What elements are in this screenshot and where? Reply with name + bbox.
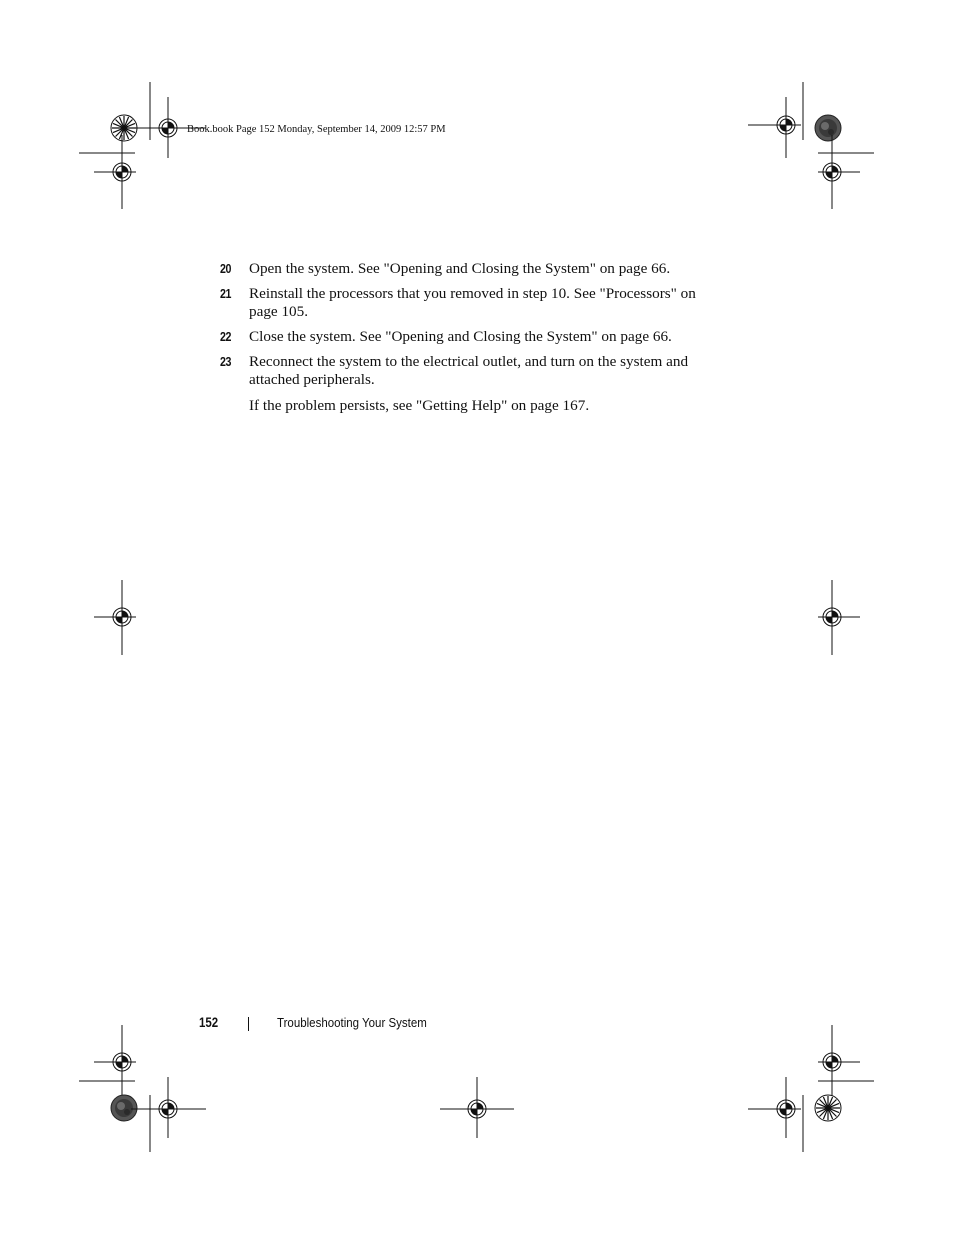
color-rosette bbox=[111, 1095, 137, 1121]
color-rosette bbox=[815, 115, 841, 141]
page-number: 152 bbox=[199, 1015, 219, 1030]
registration-mark bbox=[159, 119, 177, 137]
registration-mark bbox=[777, 116, 795, 134]
section-title: Troubleshooting Your System bbox=[277, 1016, 427, 1030]
footer-divider bbox=[248, 1017, 249, 1031]
registration-mark bbox=[468, 1100, 486, 1118]
print-slug: Book.book Page 152 Monday, September 14, 2009 12:57 PM bbox=[187, 124, 446, 135]
step-text: Open the system. See "Opening and Closing the System" on page 66. bbox=[249, 260, 671, 277]
step-text: Close the system. See "Opening and Closing the System" on page 66. bbox=[249, 328, 672, 345]
step-number: 21 bbox=[220, 286, 232, 301]
step-number: 22 bbox=[220, 329, 232, 344]
registration-mark bbox=[113, 608, 131, 626]
registration-mark bbox=[823, 163, 841, 181]
registration-mark bbox=[113, 163, 131, 181]
step-text: Reconnect the system to the electrical outlet, and turn on the system and attached peripherals. bbox=[249, 353, 689, 388]
registration-mark bbox=[823, 1053, 841, 1071]
registration-mark bbox=[777, 1100, 795, 1118]
registration-mark bbox=[113, 1053, 131, 1071]
registration-mark bbox=[159, 1100, 177, 1118]
step-number: 23 bbox=[220, 354, 232, 369]
step-text: Reinstall the processors that you removed in step 10. See "Processors" on page 105. bbox=[249, 285, 696, 320]
color-rosette bbox=[815, 1095, 841, 1121]
registration-mark bbox=[823, 608, 841, 626]
help-note: If the problem persists, see "Getting Help" on page 167. bbox=[249, 397, 590, 414]
step-number: 20 bbox=[220, 261, 232, 276]
